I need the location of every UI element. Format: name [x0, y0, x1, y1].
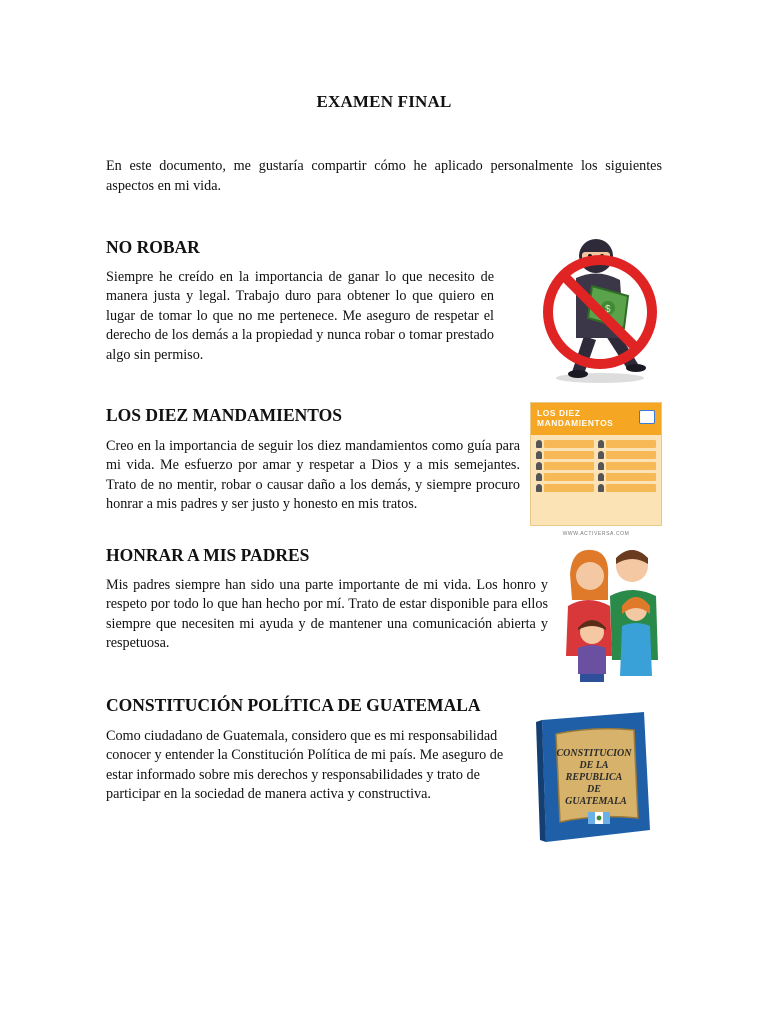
intro-paragraph: En este documento, me gustaría compartir cómo he aplicado personalmente los siguientes aspectos en mi vida. [106, 158, 662, 194]
person-icon [536, 473, 542, 481]
commandment-item [598, 473, 656, 481]
commandment-item [598, 484, 656, 492]
infographic-grid [531, 435, 661, 492]
person-icon [598, 440, 604, 448]
person-icon [598, 484, 604, 492]
section-heading-no-robar: NO ROBAR [106, 237, 200, 257]
commandment-item [536, 440, 594, 448]
section-body-no-robar: Siempre he creído en la importancia de ganar lo que necesito de manera justa y legal. Trabajo duro para obtener lo que quiero en lugar de tomar lo que no me pertenece. Me aseguro de respetar el derecho de los demás a la propiedad y nunca robar o tomar prestado algo sin permiso. [106, 269, 494, 363]
infographic-title-line1: LOS DIEZ [537, 408, 581, 418]
commandment-item [598, 462, 656, 470]
person-icon [536, 462, 542, 470]
book-title-line3: REPUBLICA [565, 772, 623, 783]
commandment-item [536, 473, 594, 481]
section-body-padres: Mis padres siempre han sido una parte importante de mi vida. Los honro y respeto por todo lo que han hecho por mí. Trato de estar disponible para ellos siempre que necesiten mi ayuda y de mantener una comunicación abierta y respetuosa. [106, 577, 548, 652]
commandment-item [536, 462, 594, 470]
book-title-line2: DE LA [579, 760, 609, 771]
person-icon [536, 484, 542, 492]
thief-prohibited-illustration [536, 232, 662, 384]
person-icon [536, 451, 542, 459]
infographic-footer: WWW.ACTIVERSA.COM [562, 531, 630, 537]
person-icon [536, 440, 542, 448]
infographic-title-line2: MANDAMIENTOS [537, 418, 614, 428]
person-icon [598, 473, 604, 481]
document-title: EXAMEN FINAL [316, 92, 452, 111]
constitution-book-illustration [534, 710, 654, 844]
person-icon [598, 462, 604, 470]
commandment-item [598, 451, 656, 459]
section-body-mandamientos: Creo en la importancia de seguir los diez mandamientos como guía para mi vida. Me esfuerzo por amar y respetar a Dios y a mis semejantes. Trato de no mentir, robar o causar daño a los demás, y siempre procuro honrar a mis padres y ser justo y honesto en mis tratos. [106, 438, 520, 513]
commandment-item [598, 440, 656, 448]
commandment-item [536, 484, 594, 492]
infographic-header [531, 403, 661, 435]
book-title-line5: GUATEMALA [565, 796, 627, 807]
svg-text:$: $ [605, 304, 611, 315]
book-title-line4: DE [587, 784, 601, 795]
person-icon [598, 451, 604, 459]
svg-text:CONSTITUCION DE LA [556, 743, 635, 807]
book-icon [639, 410, 655, 424]
section-heading-padres: HONRAR A MIS PADRES [106, 545, 310, 565]
section-body-constitucion: Como ciudadano de Guatemala, considero que es mi responsabilidad conocer y entender la Constitución Política de mi país. Me aseguro de estar informado sobre mis derechos y responsabilidades y trato de participar en la sociedad de manera activa y constructiva. [106, 728, 504, 803]
commandment-item [536, 451, 594, 459]
family-illustration [558, 544, 664, 684]
section-heading-mandamientos: LOS DIEZ MANDAMIENTOS [106, 405, 342, 425]
book-title-line1: CONSTITUCION [556, 748, 632, 759]
ten-commandments-infographic [530, 402, 662, 537]
section-heading-constitucion: CONSTITUCIÓN POLÍTICA DE GUATEMALA [106, 695, 481, 715]
